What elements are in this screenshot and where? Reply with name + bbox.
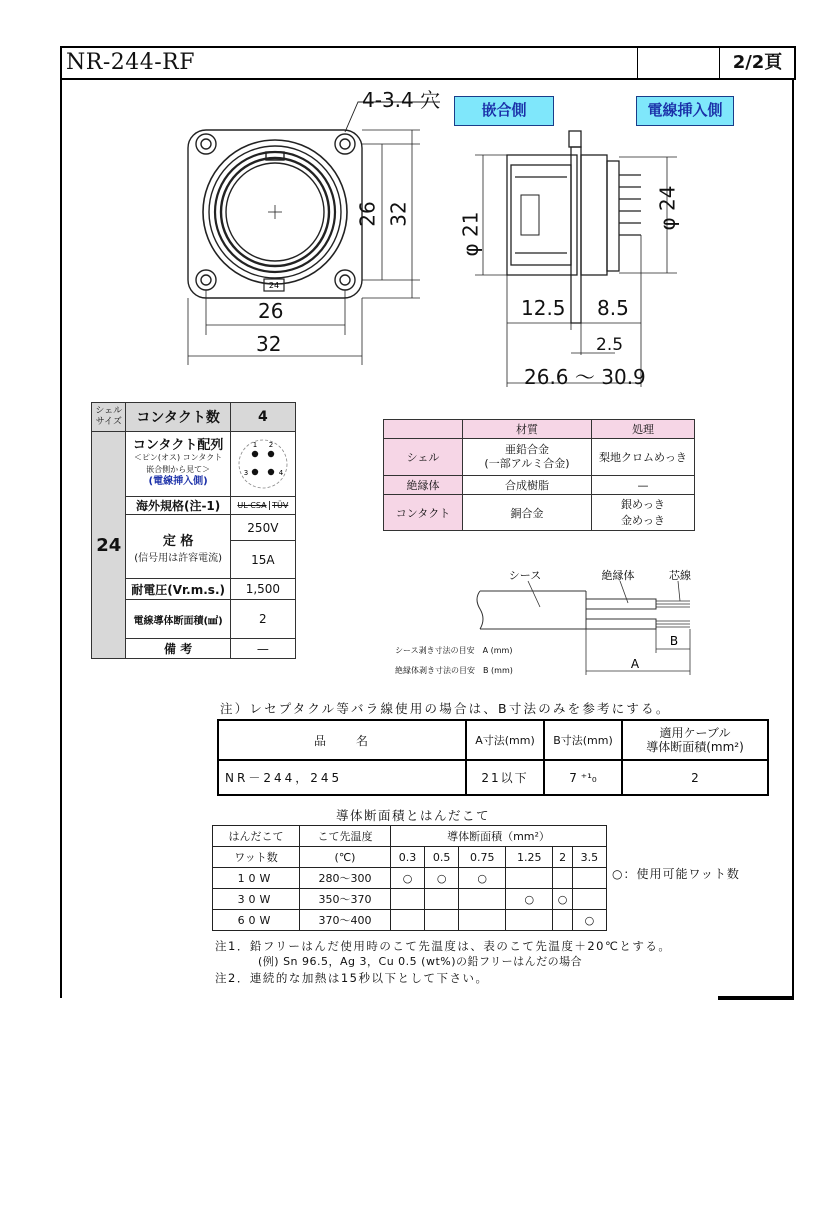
dim-b-label: B (669, 634, 679, 648)
note-1: 注1．鉛フリーはんだ使用時のこて先温度は、表のこて先温度＋20℃とする。 (215, 939, 672, 953)
dim-2-5: 2.5 (596, 335, 624, 355)
parts-header-cable: 適用ケーブル 導体断面積(mm²) (622, 720, 768, 760)
front-view-drawing (150, 80, 450, 380)
shell-size-header: シェル サイズ (92, 403, 126, 432)
solder-h1b: ワット数 (213, 847, 300, 868)
pin-1-label: 1 (252, 441, 258, 449)
mat-treatment: 銀めっき 金めっき (592, 495, 695, 531)
dim-front-26-h: 26 (258, 299, 284, 323)
solder-h3: 導体断面積（mm²） (391, 826, 607, 847)
solder-mark (506, 910, 553, 931)
contact-layout-sub2: 嵌合側から見て＞ (146, 465, 211, 474)
hole-callout: 4-3.4 穴 (362, 88, 441, 112)
side-body (507, 155, 577, 275)
solder-mark (572, 868, 606, 889)
dim-overall-length: 26.6 ～ 30.9 (524, 365, 646, 389)
dim-8-5: 8.5 (597, 296, 629, 320)
title-blank-cell (637, 48, 720, 78)
solder-h1: はんだこて (213, 826, 300, 847)
pin-3-label: 3 (243, 469, 249, 477)
solder-mark (425, 910, 459, 931)
solder-mark (459, 910, 506, 931)
sheath-label: シース (508, 569, 542, 582)
solder-table (212, 825, 607, 931)
cross-section-label: 電線導体断面積(㎟) (126, 600, 230, 639)
cross-section-value: 2 (230, 600, 295, 639)
mounting-hole (335, 270, 355, 290)
solder-size: 0.3 (391, 847, 425, 868)
solder-temp: 350～370 (300, 889, 391, 910)
solder-mark (425, 889, 459, 910)
solder-watt: 10W (213, 868, 300, 889)
pin-2 (268, 451, 274, 457)
rating-sub: (信号用は許容電流) (134, 552, 223, 564)
solder-size: 0.75 (459, 847, 506, 868)
note-1-example: (例) Sn 96.5，Ag 3，Cu 0.5 (wt%)の鉛フリーはんだの場合 (258, 955, 583, 968)
dim-front-32-v: 32 (386, 201, 411, 227)
solder-temp: 370～400 (300, 910, 391, 931)
mat-material: 合成樹脂 (463, 476, 592, 495)
solder-size: 1.25 (506, 847, 553, 868)
mat-part: 絶縁体 (384, 476, 463, 495)
pin-layout-diagram (230, 432, 295, 497)
insulator-2 (586, 619, 656, 629)
parts-a-value: 21以下 (466, 760, 544, 795)
wire-side-label: 電線挿入側 (636, 96, 734, 126)
mounting-hole (196, 134, 216, 154)
solder-mark (553, 910, 573, 931)
mat-treatment: — (592, 476, 695, 495)
solder-mark: ○ (506, 889, 553, 910)
contact-count-value: 4 (230, 403, 295, 432)
solder-h2b: (℃) (300, 847, 391, 868)
mounting-hole (196, 270, 216, 290)
solder-table-title: 導体断面積とはんだこて (336, 808, 491, 823)
parts-product-name: NR－244，245 (218, 760, 466, 795)
parts-b-value: 7 ⁺¹₀ (544, 760, 622, 795)
solder-mark (391, 889, 425, 910)
solder-mark (553, 868, 573, 889)
wire-cut-end (477, 591, 483, 629)
page-number: 2/2頁 (719, 48, 795, 78)
solder-mark (459, 889, 506, 910)
dim-12-5: 12.5 (521, 296, 566, 320)
mat-header-material: 材質 (463, 420, 592, 439)
title-block (60, 46, 796, 80)
material-table (383, 419, 695, 531)
mat-part: コンタクト (384, 495, 463, 531)
contact-count-header: コンタクト数 (126, 403, 230, 432)
size-marking: 24 (268, 281, 280, 290)
frame-end-mark (718, 996, 794, 1000)
ul-csa: UL·CSA (237, 501, 267, 510)
mat-header-treatment: 処理 (592, 420, 695, 439)
side-flange (571, 147, 581, 323)
parts-header-name: 品 名 (218, 720, 466, 760)
solder-mark: ○ (553, 889, 573, 910)
mat-corner (384, 420, 463, 439)
insulator-strip-note: 絶縁体剥き寸法の目安 B (mm) (395, 666, 513, 675)
solder-mark (572, 889, 606, 910)
dim-a-label: A (630, 657, 640, 671)
solder-watt: 60W (213, 910, 300, 931)
pin-3 (252, 469, 258, 475)
rating-cell (126, 515, 230, 579)
mating-side-label: 嵌合側 (454, 96, 554, 126)
contact-layout-sub1: ＜ピン(オス) コンタクト (133, 453, 223, 462)
frame-right-border (792, 78, 794, 998)
pin-2-label: 2 (268, 441, 274, 449)
rating-label: 定 格 (162, 533, 194, 549)
withstand-label: 耐電圧(Vr.m.s.) (126, 579, 230, 600)
remarks-value: — (230, 639, 295, 659)
contact-layout-label: コンタクト配列 (132, 438, 224, 453)
pin-4 (268, 469, 274, 475)
frame-left-border (60, 78, 62, 998)
bare-wire-note: 注）レセプタクル等バラ線使用の場合は、B寸法のみを参考にする。 (220, 701, 671, 716)
pin-4-label: 4 (278, 469, 284, 477)
rated-current: 15A (230, 541, 295, 579)
solder-mark: ○ (425, 868, 459, 889)
core-label: 芯線 (669, 569, 691, 582)
parts-header-b: B寸法(mm) (544, 720, 622, 760)
solder-size: 0.5 (425, 847, 459, 868)
spec-table (91, 402, 296, 659)
parts-table (217, 719, 769, 796)
insulator-1 (586, 599, 656, 609)
solder-size: 3.5 (572, 847, 606, 868)
solder-h2: こて先温度 (300, 826, 391, 847)
remarks-label: 備 考 (126, 639, 230, 659)
mat-material: 銅合金 (463, 495, 592, 531)
insulator-label: 絶縁体 (601, 569, 635, 582)
solder-mark: ○ (572, 910, 606, 931)
contact-layout-cell (126, 432, 230, 497)
solder-size: 2 (553, 847, 573, 868)
mat-material: 亜鉛合金 (一部アルミ合金) (463, 439, 592, 476)
solder-temp: 280～300 (300, 868, 391, 889)
dim-phi21: φ 21 (458, 211, 483, 257)
mat-part: シェル (384, 439, 463, 476)
mat-treatment: 梨地クロムめっき (592, 439, 695, 476)
solder-watt: 30W (213, 889, 300, 910)
solder-mark (391, 910, 425, 931)
mounting-hole (335, 134, 355, 154)
pin-1 (252, 451, 258, 457)
parts-cable-value: 2 (622, 760, 768, 795)
parts-header-a: A寸法(mm) (466, 720, 544, 760)
withstand-value: 1,500 (230, 579, 295, 600)
overseas-standard-label: 海外規格(注-1) (126, 497, 230, 515)
rated-voltage: 250V (230, 515, 295, 541)
part-number-title: NR-244-RF (66, 50, 196, 75)
tuv: TÜV (269, 501, 288, 510)
sheath-strip-note: シース剥き寸法の目安 A (mm) (395, 646, 513, 655)
overseas-standard-values (230, 497, 295, 515)
shell-size-value: 24 (92, 432, 126, 659)
solder-legend: ○：使用可能ワット数 (612, 867, 740, 881)
contact-layout-sub3: (電線挿入側) (148, 476, 208, 487)
side-view-drawing (455, 125, 695, 395)
solder-mark: ○ (391, 868, 425, 889)
note-2: 注2．連続的な加熱は15秒以下として下さい。 (215, 971, 489, 985)
solder-mark (506, 868, 553, 889)
dim-front-32-h: 32 (256, 332, 282, 356)
wire-strip-diagram (390, 565, 710, 680)
solder-mark: ○ (459, 868, 506, 889)
dim-front-26-v: 26 (355, 201, 380, 227)
dim-phi24: φ 24 (655, 185, 680, 231)
